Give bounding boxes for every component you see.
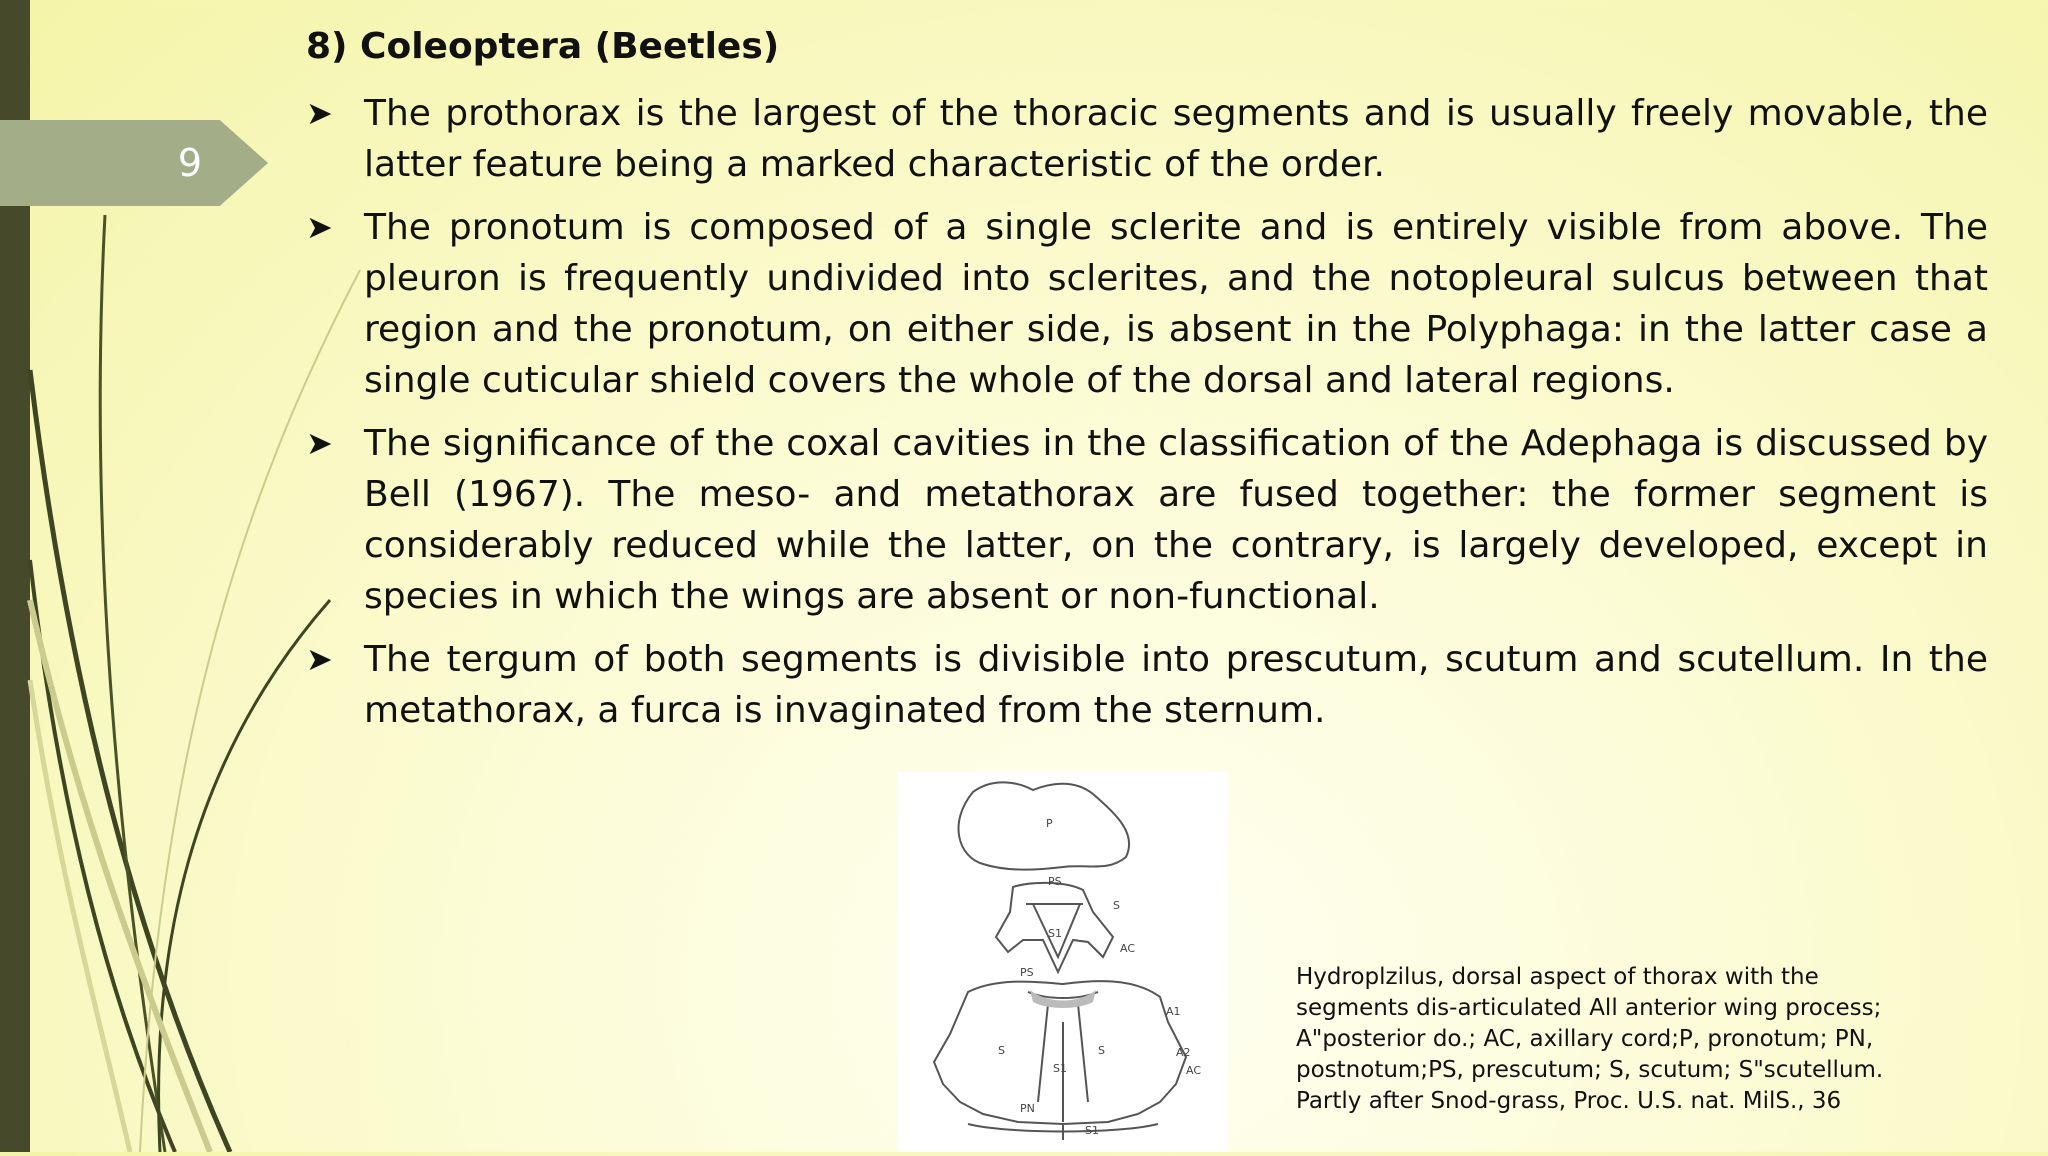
figure-caption: Hydroplzilus, dorsal aspect of thorax with the segments dis-articulated All anterior wing process; A"posterior do.; AC, axillary cord;P, pronotum; PN, postnotum;PS, prescutum; S, scutum; S"scutellum. Partly after Snod-grass, Proc. U.S. nat. MilS., 36 [1296, 964, 1884, 1114]
arrow-bullet-icon: ➤ [306, 208, 333, 246]
label-s-right: S [1098, 1044, 1105, 1057]
slide-heading: 8) Coleoptera (Beetles) [306, 26, 780, 67]
thorax-diagram [898, 772, 1228, 1152]
label-s-upper: S [1113, 899, 1120, 912]
thorax-diagram-figure [898, 772, 1228, 1152]
arrow-bullet-icon: ➤ [306, 424, 333, 462]
arrow-bullet-icon: ➤ [306, 94, 333, 132]
slide-number: 9 [177, 141, 203, 185]
bullet-item [306, 202, 1988, 406]
bullet-text: The significance of the coxal cavities in the classification of the Adephaga is discussed by Bell (1967). The meso- and metathorax are fused together: the former segment is considerably reduced while the latter, on the contrary, is largely developed, except in species in which the wings are absent or non-functional. [364, 423, 1988, 617]
label-s1-bottom: S1 [1085, 1124, 1099, 1137]
bullet-item [306, 88, 1988, 190]
label-ps-upper: PS [1048, 875, 1062, 888]
label-pn: PN [1020, 1102, 1035, 1115]
bullet-item [306, 634, 1988, 736]
label-a1: A1 [1166, 1005, 1181, 1018]
bullet-list [306, 88, 1988, 748]
label-ac-upper: AC [1120, 942, 1136, 955]
arrow-bullet-icon: ➤ [306, 640, 333, 678]
slide-number-tab [0, 120, 268, 206]
label-ac-lower: AC [1186, 1064, 1202, 1077]
label-ps-lower: PS [1020, 966, 1034, 979]
bullet-text: The prothorax is the largest of the thoracic segments and is usually freely movable, the latter feature being a marked characteristic of the order. [364, 93, 1988, 185]
label-s1-upper: S1 [1048, 927, 1062, 940]
label-p: P [1046, 817, 1053, 830]
label-a2: A2 [1176, 1046, 1191, 1059]
label-s-left: S [998, 1044, 1005, 1057]
bullet-text: The tergum of both segments is divisible into prescutum, scutum and scutellum. In the metathorax, a furca is invaginated from the sternum. [364, 639, 1988, 731]
label-s1-lower: S1 [1053, 1062, 1067, 1075]
bullet-text: The pronotum is composed of a single sclerite and is entirely visible from above. The pleuron is frequently undivided into sclerites, and the notopleural sulcus between that region and the pronotum, on either side, is absent in the Polyphaga: in the latter case a single cuticular shield covers the whole of the dorsal and lateral regions. [364, 207, 1988, 401]
bullet-item [306, 418, 1988, 622]
